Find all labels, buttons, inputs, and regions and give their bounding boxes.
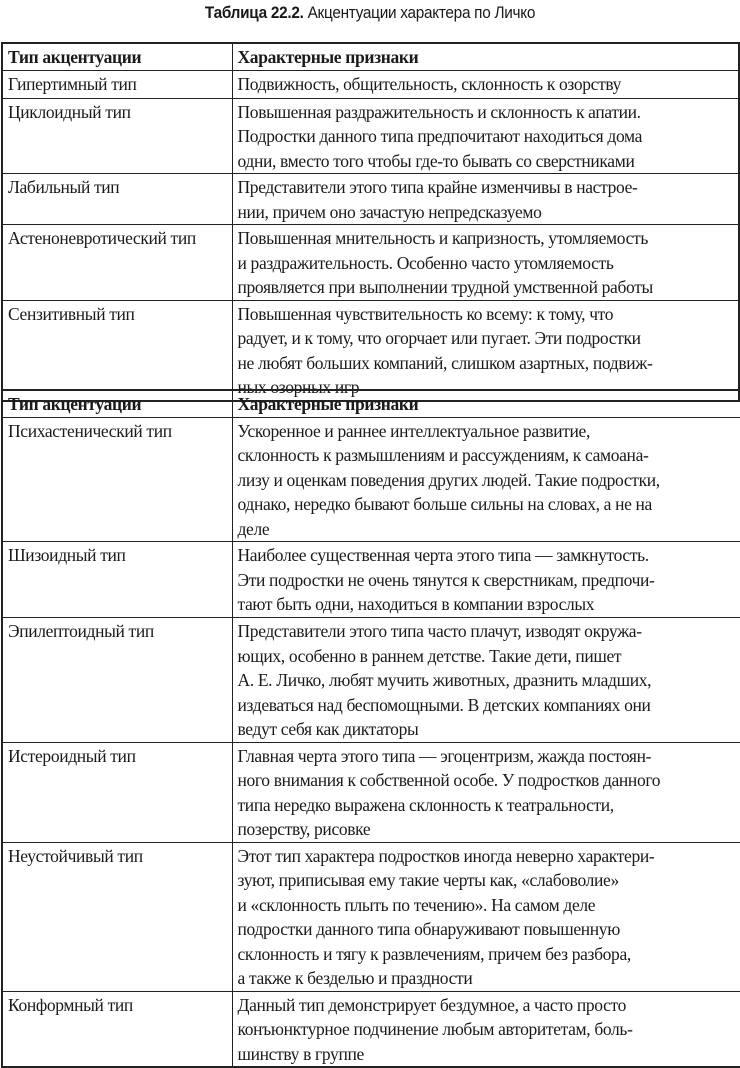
- accentuation-type-cell: Конформный тип: [2, 991, 232, 1067]
- traits-line: типа нередко выражена склонность к театральности,: [237, 794, 614, 815]
- traits-line: Подростки данного типа предпочитают находиться дома: [237, 126, 643, 146]
- header-type: Тип акцентуации: [2, 43, 232, 70]
- traits-cell: [232, 98, 739, 174]
- header-traits: Характерные признаки: [232, 43, 739, 70]
- traits-cell: [232, 542, 740, 618]
- traits-line: Данный тип демонстрирует бездумное, а часто просто: [237, 994, 626, 1015]
- traits-line: зуют, приписывая ему такие черты как, «слабоволие»: [237, 870, 619, 890]
- traits-line: Повышенная чувствительность ко всему: к тому, что: [237, 303, 614, 324]
- accentuation-table-part-2: [1, 389, 740, 1068]
- traits-line: конъюнктурное подчинение любым авторитетам, боль-: [237, 1019, 633, 1039]
- traits-line: Этот тип характера подростков иногда неверно характери-: [237, 845, 655, 866]
- traits-line: и раздражительность. Особенно часто утомляемость: [237, 252, 614, 273]
- traits-cell: [232, 225, 739, 301]
- accentuation-type-cell: Астеноневротический тип: [2, 225, 232, 301]
- traits-line: одни, вместо того чтобы где-то бывать со сверстниками: [237, 150, 635, 171]
- table-row: [2, 70, 739, 98]
- traits-line: тают быть одни, находиться в компании взрослых: [237, 594, 595, 614]
- header-traits: Характерные признаки: [232, 390, 740, 417]
- traits-cell: [232, 70, 739, 98]
- traits-line: шинству в группе: [237, 1043, 364, 1064]
- table-row: [2, 174, 739, 225]
- traits-line: Повышенная мнительность и капризность, утомляемость: [237, 228, 648, 248]
- table-row: [2, 991, 740, 1067]
- traits-line: Эти подростки не очень тянутся к сверстникам, предпочи-: [237, 569, 655, 590]
- traits-cell: [232, 842, 740, 991]
- accentuation-type-cell: Шизоидный тип: [2, 542, 232, 618]
- traits-cell: [232, 417, 740, 542]
- traits-line: а также к безделью и праздности: [237, 968, 473, 988]
- accentuation-type-cell: Сензитивный тип: [2, 300, 232, 401]
- traits-line: Представители этого типа часто плачут, изводят окружа-: [237, 621, 642, 641]
- table-header-row: [2, 390, 740, 417]
- traits-line: Повышенная раздражительность и склонность к апатии.: [237, 101, 641, 122]
- traits-line: склонность и тягу к развлечениям, причем без разбора,: [237, 943, 631, 964]
- traits-line: и «склонность плыть по течению». На самом деле: [237, 894, 596, 915]
- traits-line: деле: [237, 518, 270, 539]
- accentuation-table-part-1: [1, 42, 740, 402]
- table-row: [2, 225, 739, 301]
- table-header-row: [2, 43, 739, 70]
- traits-line: А. Е. Личко, любят мучить животных, дразнить младших,: [237, 670, 652, 690]
- accentuation-type-cell: Гипертимный тип: [2, 70, 232, 98]
- accentuation-type-cell: Психастенический тип: [2, 417, 232, 542]
- table-title: Акцентуации характера по Личко: [307, 4, 536, 22]
- accentuation-type-cell: Неустойчивый тип: [2, 842, 232, 991]
- traits-line: склонность к размышлениям и рассуждениям, к самоана-: [237, 445, 649, 465]
- table-row: [2, 618, 740, 743]
- traits-line: не любят больших компаний, слишком азартных, подвиж-: [237, 352, 653, 373]
- traits-line: Представители этого типа крайне изменчивы в настрое-: [237, 177, 638, 197]
- table-caption: [26, 2, 714, 24]
- traits-line: радует, и к тому, что огорчает или пугает. Эти подростки: [237, 328, 641, 348]
- traits-line: однако, нередко бывают больше сильны на словах, а не на: [237, 494, 652, 514]
- traits-line: нии, причем оно зачастую непредсказуемо: [237, 201, 542, 222]
- traits-line: Ускоренное и раннее интеллектуальное развитие,: [237, 420, 590, 441]
- traits-line: лизу и оценкам поведения других людей. Такие подростки,: [237, 469, 660, 490]
- traits-cell: [232, 300, 739, 401]
- traits-line: ющих, особенно в раннем детстве. Такие дети, пишет: [237, 645, 622, 666]
- traits-line: ведут себя как диктаторы: [237, 719, 419, 739]
- traits-line: ных озорных игр: [237, 377, 360, 397]
- table-row: [2, 417, 740, 542]
- table-row: [2, 742, 740, 842]
- traits-line: Наиболее существенная черта этого типа — замкнутость.: [237, 545, 649, 565]
- traits-line: подростки данного типа обнаруживают повышенную: [237, 919, 620, 939]
- traits-line: Главная черта этого типа — эгоцентризм, жажда постоян-: [237, 745, 652, 766]
- traits-cell: [232, 991, 740, 1067]
- traits-line: Подвижность, общительность, склонность к озорству: [237, 73, 622, 94]
- header-type: Тип акцентуации: [2, 390, 232, 417]
- table-number: Таблица 22.2.: [204, 4, 304, 22]
- traits-cell: [232, 618, 740, 743]
- accentuation-type-cell: Лабильный тип: [2, 174, 232, 225]
- traits-cell: [232, 742, 740, 842]
- table-row: [2, 842, 740, 991]
- traits-line: издеваться над беспомощными. В детских компаниях они: [237, 694, 651, 715]
- traits-line: позерству, рисовке: [237, 819, 371, 839]
- traits-cell: [232, 174, 739, 225]
- table-row: [2, 98, 739, 174]
- accentuation-type-cell: Эпилептоидный тип: [2, 618, 232, 743]
- accentuation-type-cell: Истероидный тип: [2, 742, 232, 842]
- accentuation-type-cell: Циклоидный тип: [2, 98, 232, 174]
- traits-line: проявляется при выполнении трудной умственной работы: [237, 277, 653, 297]
- traits-line: ного внимания к собственной особе. У подростков данного: [237, 770, 661, 790]
- table-row: [2, 300, 739, 401]
- table-row: [2, 542, 740, 618]
